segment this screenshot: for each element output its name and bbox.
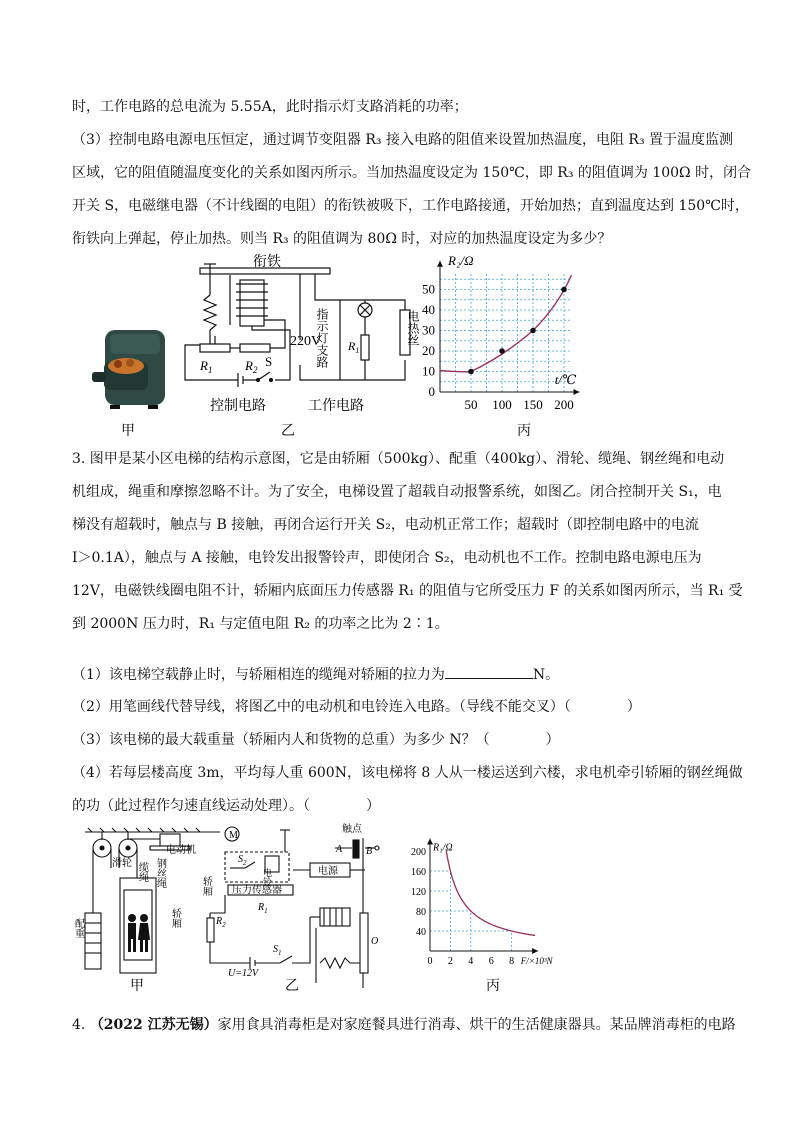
label-heater: 电热丝 — [406, 310, 420, 346]
q3-sub-3: （3）该电梯的最大载重量（轿厢内人和货物的总重）为多少 N？（ ） — [72, 732, 560, 748]
label-jia-1: 甲 — [121, 424, 135, 439]
label-s1: $S_1$ — [273, 944, 282, 957]
label-a: A — [336, 844, 343, 855]
paragraph-3: 区域，它的阻值随温度变化的关系如图丙所示。当加热温度设定为 150℃，即 R₃ 的阻值调为 100Ω 时，闭合 — [72, 165, 752, 181]
label-jia-2: 甲 — [130, 979, 144, 994]
answer-blank[interactable] — [445, 664, 533, 679]
label-motor: 电动机 — [166, 845, 196, 856]
label-r1-branch: $R_1$ — [348, 339, 360, 355]
paragraph-5: 衔铁向上弹起，停止加热。则当 R₃ 的阻值调为 80Ω 时，对应的加热温度设定为多少？ — [72, 231, 612, 247]
label-work-circuit: 工作电路 — [308, 399, 364, 414]
label-yi-2: 乙 — [285, 979, 299, 994]
circuit-diagram-yi — [185, 264, 410, 387]
label-car: 轿厢 — [169, 908, 181, 928]
q3-sub-1-unit: N。 — [532, 667, 560, 683]
y-tick-label: 50 — [422, 281, 435, 297]
x-tick-label: 2 — [447, 956, 453, 967]
chart-r2-vs-temperature — [422, 253, 580, 412]
label-pressure-sensor: 压力传感器 — [232, 885, 282, 896]
label-motor-m: M — [229, 830, 238, 841]
q3-sub-1-text: （1）该电梯空载静止时，与轿厢相连的缆绳对轿厢的拉力为 — [72, 667, 445, 683]
q3-intro-line-3: 梯没有超载时，触点与 B 接触，再闭合运行开关 S₂，电动机正常工作；超载时（即控制电路中的电流 — [72, 517, 699, 533]
y-tick-label: 10 — [422, 363, 435, 379]
label-contact: 触点 — [342, 824, 362, 835]
label-cable: 缆绳 — [136, 862, 148, 882]
data-point — [468, 369, 474, 375]
label-armature: 衔铁 — [253, 255, 281, 270]
x-axis-arrow — [532, 948, 538, 954]
label-yi-1: 乙 — [281, 424, 295, 439]
label-r1-fig2: $R_1$ — [258, 902, 268, 915]
label-switch-s: S — [265, 354, 273, 369]
q3-intro-line-2: 机组成，绳重和摩擦忽略不计。为了安全，电梯设置了超载自动报警系统，如图乙。闭合控制开关 S₁，电 — [72, 484, 722, 500]
x-axis-label: F/×10³N — [520, 956, 553, 966]
figure-1 — [90, 250, 630, 440]
paragraph-4: 开关 S，电磁继电器（不计线圈的电阻）的衔铁被吸下，工作电路接通，开始加热；直到温度达到 150℃时， — [72, 198, 749, 214]
label-bell: 电铃 — [262, 868, 272, 886]
q3-sub-4b: 的功（此过程作匀速直线运动处理）。（ ） — [72, 798, 380, 814]
label-b: B — [366, 846, 373, 857]
y-tick-label: 120 — [411, 887, 426, 898]
q4-prefix: 4. — [72, 1017, 90, 1033]
label-power: 电源 — [318, 866, 338, 877]
q3-intro-line-1: 3. 图甲是某小区电梯的结构示意图，它是由轿厢（500kg）、配重（400kg）、滑轮、缆绳、钢丝绳和电动 — [72, 451, 725, 467]
label-r2-fig2: $R_2$ — [216, 916, 226, 929]
q3-sub-2: （2）用笔画线代替导线，将图乙中的电动机和电铃连入电路。（导线不能交叉）（ ） — [72, 699, 641, 715]
label-control-circuit: 控制电路 — [210, 399, 266, 414]
paragraph-2: （3）控制电路电源电压恒定，通过调节变阻器 R₃ 接入电路的阻值来设置加热温度，电阻 R₃ 置于温度监测 — [72, 132, 734, 148]
q4-source: （2022 江苏无锡） — [89, 1017, 218, 1033]
label-r1-fig1: $R_1$ — [200, 358, 213, 375]
label-220v: 220V — [290, 334, 322, 349]
x-axis-arrow — [574, 389, 580, 395]
y-tick-label: 80 — [416, 907, 426, 918]
data-point — [530, 328, 536, 334]
label-s2: $S_2$ — [238, 854, 247, 867]
x-tick-label: 150 — [523, 397, 543, 412]
x-tick-label: 0 — [427, 956, 433, 967]
circuit-diagram-yi-2 — [207, 827, 379, 988]
paragraph-1: 时，工作电路的总电流为 5.55A，此时指示灯支路消耗的功率； — [72, 99, 468, 115]
x-tick-label: 200 — [554, 397, 574, 412]
data-curve — [446, 851, 535, 936]
y-tick-label: 40 — [422, 302, 435, 317]
q3-sub-4a: （4）若每层楼高度 3m，平均每人重 600N，该电梯将 8 人从一楼运送到六楼，求电机牵引轿厢的钢丝绳做 — [72, 765, 743, 781]
q3-intro-line-5: 12V，电磁铁线圈电阻不计，轿厢内底面压力传感器 R₁ 的阻值与它所受压力 F 的关系如图丙所示，当 R₁ 受 — [72, 583, 743, 599]
x-tick-label: 6 — [488, 956, 494, 967]
q3-intro-line-6: 到 2000N 压力时，R₁ 与定值电阻 R₂ 的功率之比为 2∶1。 — [72, 616, 449, 632]
q3-sub-1 — [72, 664, 559, 685]
y-axis-label: R₁/Ω — [433, 842, 453, 854]
y-tick-label: 30 — [422, 322, 435, 338]
y-tick-label: 40 — [416, 927, 426, 938]
label-steel-rope: 钢丝绳 — [154, 858, 166, 888]
data-point — [561, 287, 567, 293]
label-counterweight: 配重 — [72, 918, 84, 938]
y-axis-label: R₂/Ω — [448, 252, 474, 268]
air-fryer-image — [92, 330, 165, 409]
elevator-structure-jia — [85, 828, 220, 973]
y-axis-arrow — [437, 261, 443, 267]
label-o: O — [371, 936, 379, 947]
data-point — [499, 348, 505, 354]
label-r2-fig1: $R_2$ — [245, 358, 258, 375]
y-tick-label: 0 — [428, 384, 435, 399]
x-tick-label: 100 — [492, 397, 512, 412]
q4-text: 家用食具消毒柜是对家庭餐具进行消毒、烘干的生活健康器具。某品牌消毒柜的电路 — [217, 1017, 736, 1033]
q3-intro-line-4: I＞0.1A），触点与 A 接触，电铃发出报警铃声，即使闭合 S₂，电动机也不工作。控制电路电源电压为 — [72, 550, 702, 566]
y-tick-label: 160 — [411, 867, 426, 878]
y-tick-label: 200 — [411, 847, 426, 858]
figure-2 — [72, 818, 560, 998]
label-pulley: 滑轮 — [112, 858, 132, 869]
q4-line — [72, 1015, 736, 1035]
x-axis-label: t/℃ — [554, 372, 577, 387]
label-indicator: 指示灯支路 — [315, 308, 329, 368]
x-tick-label: 4 — [468, 956, 474, 967]
chart-r1-vs-force — [411, 839, 554, 968]
y-tick-label: 20 — [422, 343, 435, 358]
label-u12v: U=12V — [228, 968, 259, 979]
label-bing-2: 丙 — [486, 979, 500, 994]
label-car-2: 轿厢 — [200, 876, 212, 896]
x-tick-label: 8 — [509, 956, 515, 967]
label-bing-1: 丙 — [517, 424, 531, 439]
x-tick-label: 50 — [464, 397, 478, 412]
